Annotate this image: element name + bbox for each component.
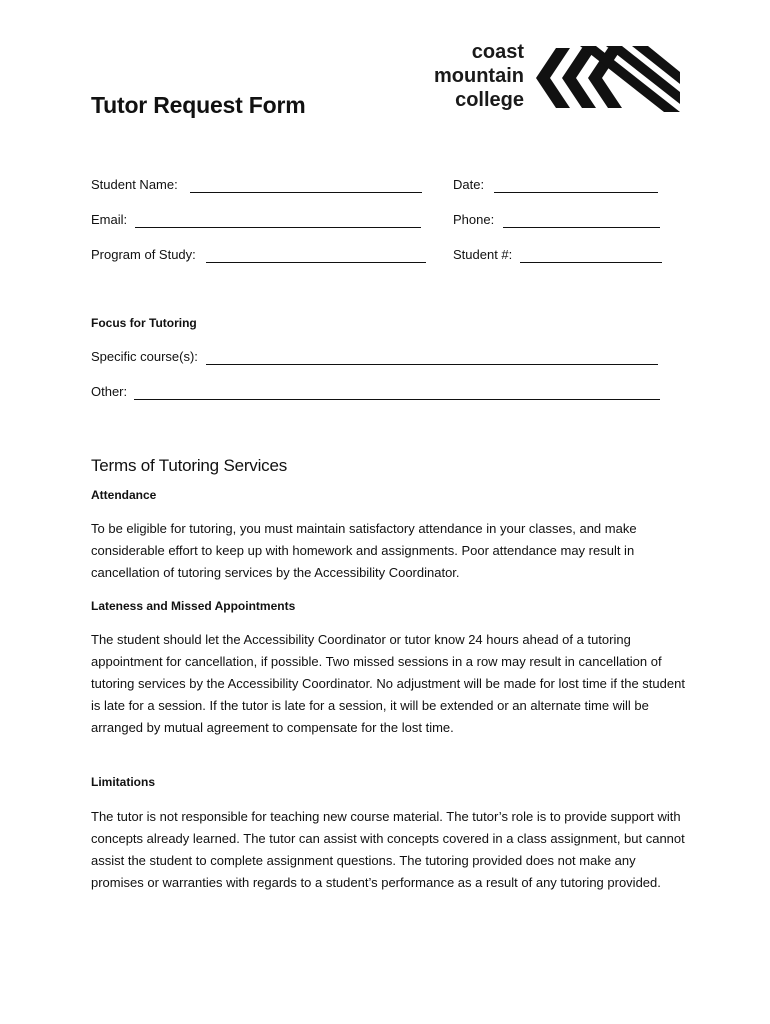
student-number-field[interactable] (520, 262, 662, 263)
phone-field[interactable] (503, 227, 660, 228)
attendance-heading: Attendance (91, 488, 157, 502)
logo-line-college: college (455, 89, 524, 111)
student-name-label: Student Name: (91, 177, 178, 192)
email-label: Email: (91, 212, 128, 227)
specific-courses-field[interactable] (206, 364, 658, 365)
logo-line-mountain: mountain (434, 65, 524, 87)
specific-courses-label: Specific course(s): (91, 349, 198, 364)
limitations-heading: Limitations (91, 775, 156, 789)
student-name-field[interactable] (190, 192, 422, 193)
attendance-text: To be eligible for tutoring, you must maintain satisfactory attendance in your classes, and make considerable effort to keep up with homework and assignments. Poor attendance may result in cancellation of tutoring services by the Accessibility Coordinator. (91, 521, 637, 580)
focus-heading: Focus for Tutoring (91, 316, 197, 330)
program-field[interactable] (206, 262, 426, 263)
college-logo-mark-icon (534, 44, 682, 116)
other-label: Other: (91, 384, 128, 399)
student-number-label: Student #: (453, 247, 513, 262)
phone-label: Phone: (453, 212, 495, 227)
page-title: Tutor Request Form (91, 92, 306, 118)
limitations-text: The tutor is not responsible for teaching new course material. The tutor’s role is to provide support with concepts already learned. The tutor can assist with concepts covered in a class assignment, but cannot assist the student to complete assignment questions. The tutoring provided does not make any promises or warranties with regards to a student’s performance as a result of any tutoring provided. (91, 809, 685, 890)
college-logo-text (420, 40, 524, 112)
lateness-heading: Lateness and Missed Appointments (91, 599, 296, 613)
program-label: Program of Study: (91, 247, 196, 262)
logo-line-coast: coast (471, 41, 524, 63)
email-field[interactable] (135, 227, 421, 228)
terms-title: Terms of Tutoring Services (91, 456, 288, 475)
date-label: Date: (453, 177, 485, 192)
date-field[interactable] (494, 192, 658, 193)
lateness-text: The student should let the Accessibility Coordinator or tutor know 24 hours ahead of a tutoring appointment for cancellation, if possible. Two missed sessions in a row may result in cancellation of tutoring services by the Accessibility Coordinator. No adjustment will be made for lost time if the student is late for a session. If the tutor is late for a session, it will be extended or an alternate time will be arranged by mutual agreement to compensate for the lost time. (91, 632, 685, 735)
other-field[interactable] (134, 399, 660, 400)
